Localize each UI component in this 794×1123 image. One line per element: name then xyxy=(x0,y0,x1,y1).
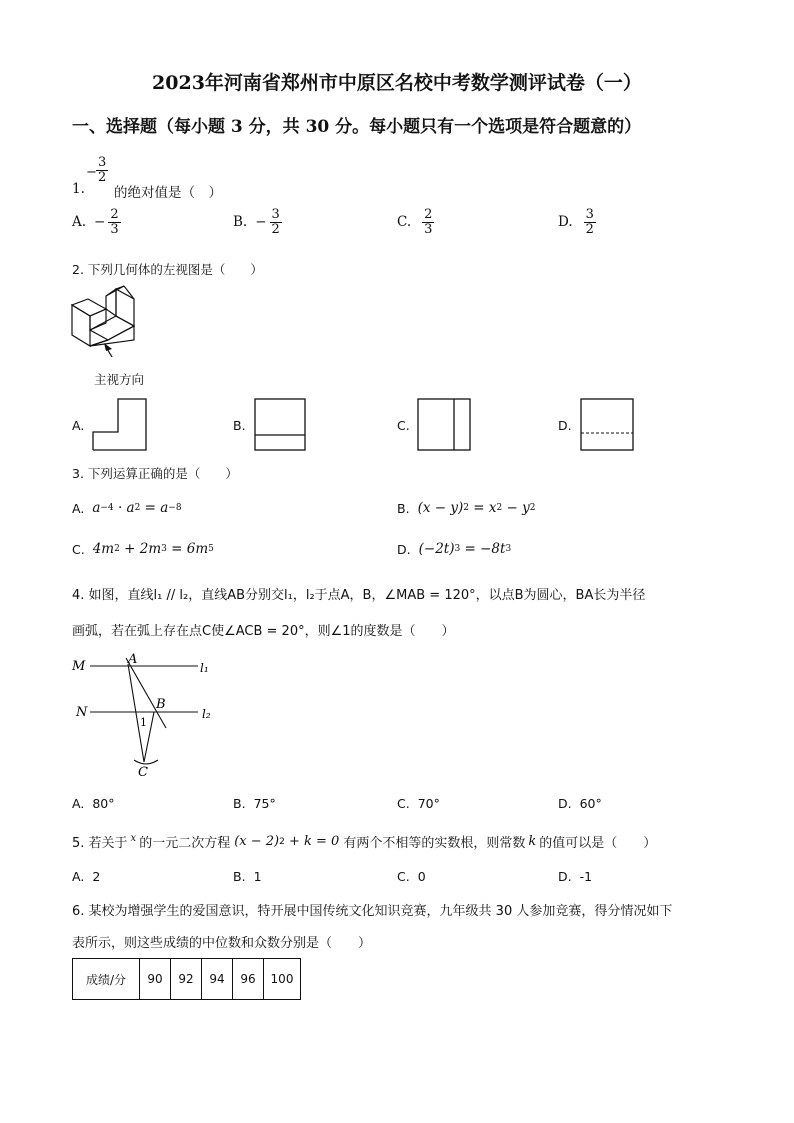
q3-option-b[interactable]: B. (x − y) 2 = x 2 − y 2 xyxy=(397,500,536,516)
q5-option-d[interactable]: D. -1 xyxy=(558,869,593,884)
q2-option-a-label[interactable]: A. xyxy=(72,418,85,433)
table-cell: 96 xyxy=(233,959,264,1000)
view-direction-caption: 主视方向 xyxy=(94,372,145,387)
table-cell: 90 xyxy=(140,959,171,1000)
q1-option-d[interactable]: D. $\frac{3}{2}$ xyxy=(558,207,594,237)
q5-option-b[interactable]: B. 1 xyxy=(233,869,262,884)
question-6-line-1: 6. 某校为增强学生的爱国意识，特开展中国传统文化知识竞赛，九年级共 30 人参加竞赛，得分情况如下 xyxy=(72,904,673,919)
label-n: N xyxy=(76,705,88,720)
table-row xyxy=(73,959,301,1000)
q2-option-c-label[interactable]: C. xyxy=(397,418,410,433)
label-b: B xyxy=(156,697,166,712)
table-cell: 94 xyxy=(202,959,233,1000)
q2-option-b-figure[interactable] xyxy=(254,398,306,452)
label-a: A xyxy=(128,652,138,667)
q4-option-c[interactable]: C. 70° xyxy=(397,796,440,811)
q3-option-c[interactable]: C. 4m 2 + 2m 3 = 6m 5 xyxy=(72,541,214,557)
question-2-text: 2. 下列几何体的左视图是（ ） xyxy=(72,262,263,277)
table-header-cell: 成绩/分 xyxy=(73,959,140,1000)
q2-option-c-figure[interactable] xyxy=(417,398,471,452)
section-heading: 一、选择题（每小题 3 分，共 30 分。每小题只有一个选项是符合题意的） xyxy=(72,117,642,137)
question-5-text: 5. 若关于 x 的一元二次方程 (x − 2) 2 + k = 0 有两个不相等的实数根，则常数 k 的值可以是（ ） xyxy=(72,833,657,851)
q5-option-a[interactable]: A. 2 xyxy=(72,869,101,884)
q4-option-b[interactable]: B. 75° xyxy=(233,796,276,811)
q3-option-d[interactable]: D. (−2t) 3 = −8t 3 xyxy=(397,541,512,557)
table-cell: 92 xyxy=(171,959,202,1000)
q1-option-c[interactable]: C. $\frac{2}{3}$ xyxy=(397,207,433,237)
label-l1: l₁ xyxy=(200,661,209,675)
q2-option-d-label[interactable]: D. xyxy=(558,418,572,433)
q1-option-b[interactable]: B. − $\frac{3}{2}$ xyxy=(233,207,280,237)
parallel-lines-figure xyxy=(68,650,228,780)
question-number: 1. xyxy=(72,181,85,197)
q4-option-d[interactable]: D. 60° xyxy=(558,796,602,811)
label-c: C xyxy=(138,765,148,780)
question-1-fraction: − 3 2 xyxy=(86,155,107,185)
page-title: 2023年河南省郑州市中原区名校中考数学测评试卷（一） xyxy=(152,72,642,94)
question-4-line-1: 4. 如图，直线l₁ // l₂，直线AB分别交l₁，l₂于点A，B，∠MAB = 120°，以点B为圆心，BA长为半径 xyxy=(72,588,646,603)
table-cell: 100 xyxy=(264,959,301,1000)
l-block-solid-figure xyxy=(68,285,138,357)
question-6-line-2: 表所示，则这些成绩的中位数和众数分别是（ ） xyxy=(72,936,372,951)
label-m: M xyxy=(72,659,86,674)
question-1-text: 的绝对值是（ ） xyxy=(114,185,222,201)
q1-option-a[interactable]: A. − $\frac{2}{3}$ xyxy=(72,207,119,237)
q3-option-a[interactable]: A. a −4 · a 2 = a −8 xyxy=(72,500,182,516)
q2-option-b-label[interactable]: B. xyxy=(233,418,246,433)
label-angle-1: 1 xyxy=(140,716,147,729)
q5-option-c[interactable]: C. 0 xyxy=(397,869,426,884)
question-3-text: 3. 下列运算正确的是（ ） xyxy=(72,466,238,481)
question-4-line-2: 画弧，若在弧上存在点C使∠ACB = 20°，则∠1的度数是（ ） xyxy=(72,624,455,639)
q2-option-d-figure[interactable] xyxy=(580,398,634,452)
label-l2: l₂ xyxy=(202,707,211,721)
q4-option-a[interactable]: A. 80° xyxy=(72,796,115,811)
q2-option-a-figure[interactable] xyxy=(92,398,148,452)
score-table xyxy=(72,958,301,1000)
